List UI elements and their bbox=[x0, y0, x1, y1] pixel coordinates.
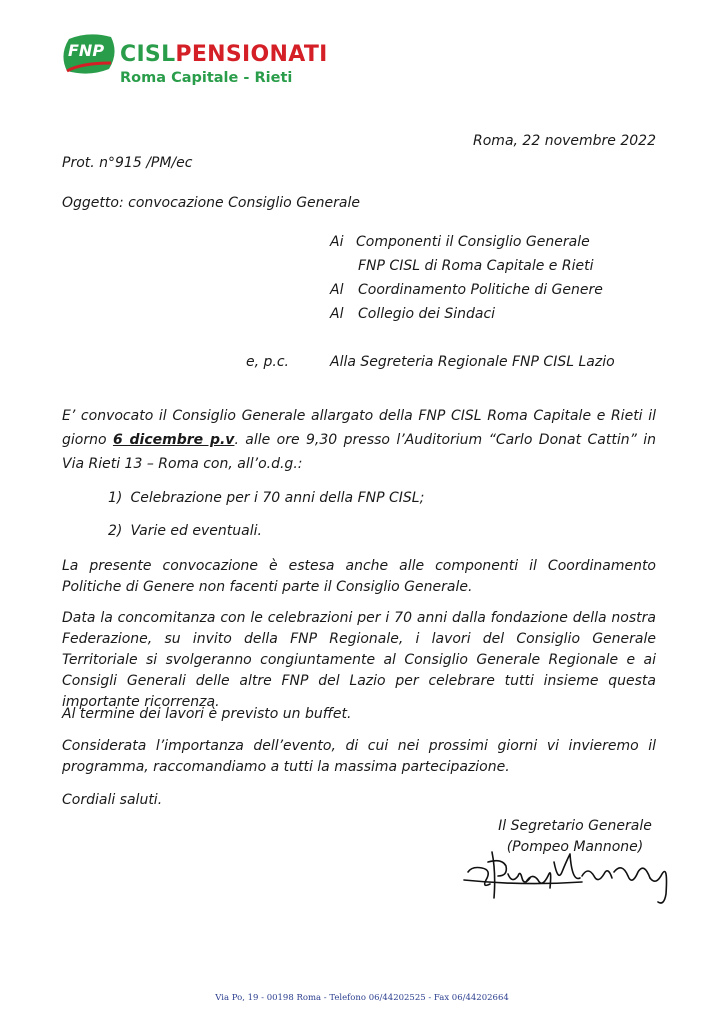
fnp-logo-badge bbox=[61, 33, 117, 75]
protocol-number: Prot. n°915 /PM/ec bbox=[62, 155, 193, 171]
logo-badge-text: FNP bbox=[68, 41, 105, 60]
intro-text: E’ convocato il Consiglio Generale allargato della FNP CISL Roma Capitale e Rieti il giorno bbox=[62, 408, 656, 448]
agenda-item bbox=[108, 488, 424, 509]
logo-brand-cisl: CISL bbox=[120, 42, 176, 67]
agenda-number: 1) bbox=[108, 490, 123, 506]
footer-address: Via Po, 19 - 00198 Roma - Telefono 06/44202525 - Fax 06/44202664 bbox=[215, 993, 509, 1003]
logo-subtitle: Roma Capitale - Rieti bbox=[120, 70, 293, 86]
recipient-prefix: Al bbox=[330, 306, 344, 322]
agenda-text: Celebrazione per i 70 anni della FNP CISL; bbox=[130, 490, 425, 506]
signer-title: Il Segretario Generale bbox=[498, 818, 652, 834]
recipient-text: Componenti il Consiglio Generale bbox=[356, 234, 590, 250]
logo-brand-pensionati: PENSIONATI bbox=[175, 42, 328, 67]
paragraph: Al termine dei lavori è previsto un buffet. bbox=[62, 706, 352, 722]
recipient-prefix: Ai bbox=[330, 234, 344, 250]
intro-paragraph bbox=[62, 404, 656, 476]
agenda-number: 2) bbox=[108, 523, 123, 539]
recipient-text: Coordinamento Politiche di Genere bbox=[358, 282, 603, 298]
recipient-prefix: Al bbox=[330, 282, 344, 298]
recipient-text: Collegio dei Sindaci bbox=[358, 306, 496, 322]
handwritten-signature bbox=[462, 832, 682, 912]
paragraph: Data la concomitanza con le celebrazioni per i 70 anni dalla fondazione della nostra Federazione, su invito della FNP Regionale, i lavori del Consiglio Generale Territoriale si svolgeranno congiuntamente al Consiglio Generale Regionale e ai Consigli Generali delle altre FNP del Lazio per celebrare tutti insieme questa importante ricorrenza. bbox=[62, 610, 656, 710]
subject-line: Oggetto: convocazione Consiglio Generale bbox=[62, 195, 360, 211]
paragraph: La presente convocazione è estesa anche alle componenti il Coordinamento Politiche di Genere non facenti parte il Consiglio Generale. bbox=[62, 558, 656, 595]
signer-name: (Pompeo Mannone) bbox=[506, 839, 644, 855]
agenda-text: Varie ed eventuali. bbox=[130, 523, 262, 539]
logo-brand bbox=[120, 42, 328, 67]
cc-label: e, p.c. bbox=[246, 354, 289, 370]
agenda-item bbox=[108, 521, 262, 542]
letter-date: Roma, 22 novembre 2022 bbox=[473, 133, 656, 149]
paragraph: Considerata l’importanza dell’evento, di cui nei prossimi giorni vi invieremo il programma, raccomandiamo a tutti la massima partecipazione. bbox=[62, 738, 656, 775]
intro-text-end: . alle ore 9,30 presso l’Auditorium “Carlo Donat Cattin” in Via Rieti 13 – Roma con, all’o.d.g.: bbox=[62, 432, 656, 472]
meeting-date: 6 dicembre p.v bbox=[112, 432, 235, 448]
recipient-text: FNP CISL di Roma Capitale e Rieti bbox=[358, 258, 594, 274]
closing: Cordiali saluti. bbox=[62, 792, 163, 808]
cc-recipient: Alla Segreteria Regionale FNP CISL Lazio bbox=[330, 354, 615, 370]
